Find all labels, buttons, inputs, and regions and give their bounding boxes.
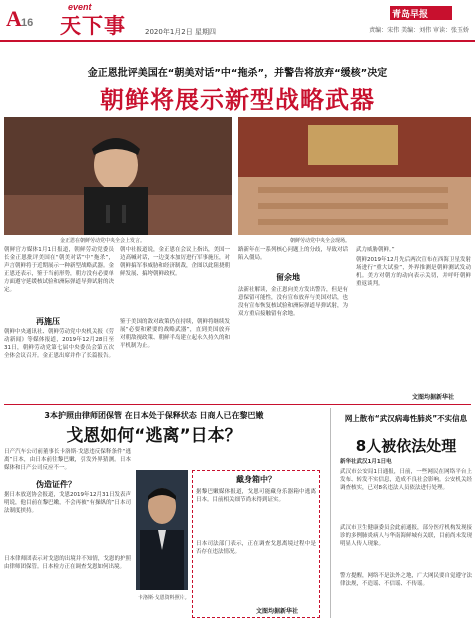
party-plenary-photo (238, 117, 471, 235)
story1-subhead-pressure: 再施压 (36, 317, 60, 326)
masthead (0, 0, 475, 42)
ghosn-photo-illustration (136, 470, 188, 590)
story1-kicker: 金正恩批评美国在“朝美对话”中“拖杀”，并警告将放弃“缓核”决定 (87, 68, 388, 79)
editor-credits: 责编：宋伟 美编：刘伟 审读：张玉娇 (369, 27, 469, 34)
kim-photo-caption: 金正恩在朝鲜劳动党中央全会上发言。 (60, 238, 146, 244)
hall-photo-caption: 朝鲜劳动党中央全会现场。 (290, 238, 351, 244)
newspaper-logo-text: 青岛早报 (392, 10, 429, 20)
story1-headline: 朝鲜将展示新型战略武器 (100, 86, 375, 114)
story3-body-p1: 武汉市公安局1日通报，日前，一些网民在网络平台上发布、转发不实信息，造成不良社会影响。公安机关经调查核实，已对8名违法人员依法进行处理。 (340, 469, 473, 491)
section-divider (4, 404, 471, 405)
story2-source: 文图均据新华社 (256, 608, 299, 615)
story1-col3-p2: 法新社解读，金正恩向美方发出警告，但是有意保留可能性，没有宣布放弃与美国对话，也没有宣布恢复核试验和洲际弹道导弹试射，为双方重启接触留有余地。 (238, 287, 349, 317)
story2-body-p1: 据日本放送协会报道，戈恩2019年12月31日发表声明说，他目前在黎巴嫩，不会再被“有操纵的”日本司法制度挟持。 (4, 492, 131, 514)
story3-kicker: 网上散布“武汉病毒性肺炎”不实信息 (344, 414, 468, 423)
kim-photo-illustration (4, 117, 232, 235)
column-tag: event (68, 2, 92, 12)
page-number: 16 (21, 17, 34, 29)
story2-intro: 日产汽车公司前董事长卡洛斯·戈恩违反保释条件“逃离”日本，由日本前往黎巴嫩，引发外界猜测。日本媒体和日产公司反应不一。 (4, 449, 131, 471)
story1-col1-p1: 朝鲜官方媒体1月1日报道，朝鲜劳动党委员长金正恩批评美国在“朝美对话”中“拖杀”，声言朝鲜将于近期展示一种新型战略武器。金正恩还表示，鉴于当前形势，朝方没有必要单方面遵守延缓核试验和洲际弹道导弹试射的决定。 (4, 247, 115, 293)
column-title: 天下事 (60, 14, 126, 38)
story1-col2-p2: 鉴于美国的敌对政策仍在持续，朝鲜将继续发展“必要和紧要的战略武器”，直到美国放弃对朝敌视政策、朝鲜半岛建立起永久持久的和平机制为止。 (120, 319, 231, 349)
story1-source: 文图均据新华社 (412, 394, 455, 401)
page-letter: A (6, 6, 22, 31)
story3-body-p3: 警方提醒，网络不是法外之地，广大网民要自觉遵守法律法规，不造谣、不信谣、不传谣。 (340, 573, 473, 587)
story2-subhead-forgery: 伪造证件？ (36, 480, 76, 489)
story2-headline: 戈恩如何“逃离”日本？ (66, 426, 242, 446)
story3-dateline: 新华社武汉1月1日电 (340, 459, 392, 465)
story1-col1-p2: 朝鲜中央通讯社、朝鲜劳动党中央机关报《劳动新闻》等媒体报道，2019年12月28日至31日，朝鲜劳动党第七届中央委员会第五次全体会议召开。金正恩出席并作了长篇报告。 (4, 329, 115, 359)
ghosn-photo (136, 470, 188, 590)
story1-subhead-leeway: 留余地 (276, 273, 300, 282)
comment-title: 戴身箱中？ (236, 475, 276, 484)
hall-photo-illustration (238, 117, 471, 235)
comment-body-p2: 日本司法部门表示，正在调查戈恩离境过程中是否存在违法情况。 (196, 541, 316, 555)
masthead-rule (0, 40, 475, 42)
ghosn-photo-caption: 卡洛斯·戈恩资料照片。 (138, 595, 190, 601)
kim-jong-un-photo (4, 117, 232, 235)
story2-kicker: 3本护照由律师团保管 在日本处于保释状态 日商人已在黎巴嫩 (44, 411, 264, 420)
story2-body-p2: 日本律师团表示对戈恩的出境并不知情，戈恩的护照由律师团保管。日本检方正在调查戈恩如何出境。 (4, 556, 131, 570)
comment-body-p1: 据黎巴嫩媒体报道，戈恩可能藏身乐器箱中逃离日本。目前相关细节尚未得到证实。 (196, 489, 316, 503)
issue-date: 2020年1月2日 星期四 (145, 28, 216, 36)
column-divider (330, 408, 331, 618)
story1-col4-p2: 朝鲜2019年12月先后两次宣布在西海卫星发射场进行“重大试验”，外界推测是朝鲜测试发动机。美方对朝方的动向表示关切，并呼吁朝鲜重返谈判。 (356, 257, 471, 287)
story1-col2-p1: 朝中社报道说，金正恩在会议上指出，美国一边高喊对话，一边变本加厉进行军事施压，对朝鲜搞军事威胁和经济制裁，企图以此阻挠朝鲜发展、搞垮朝鲜政权。 (120, 247, 231, 277)
story1-col4-p1: 武力威胁朝鲜。” (356, 247, 395, 253)
story3-headline: 8人被依法处理 (355, 437, 457, 455)
story3-body-p2: 武汉市卫生健康委员会此前通报，部分医疗机构发现接诊的多例肺炎病人与华南海鲜城有关联，目前尚未发现明显人传人现象。 (340, 525, 473, 547)
story1-col3-p1: 路新年在一系列核心问题上的分歧，导致对话陷入僵局。 (238, 247, 349, 261)
